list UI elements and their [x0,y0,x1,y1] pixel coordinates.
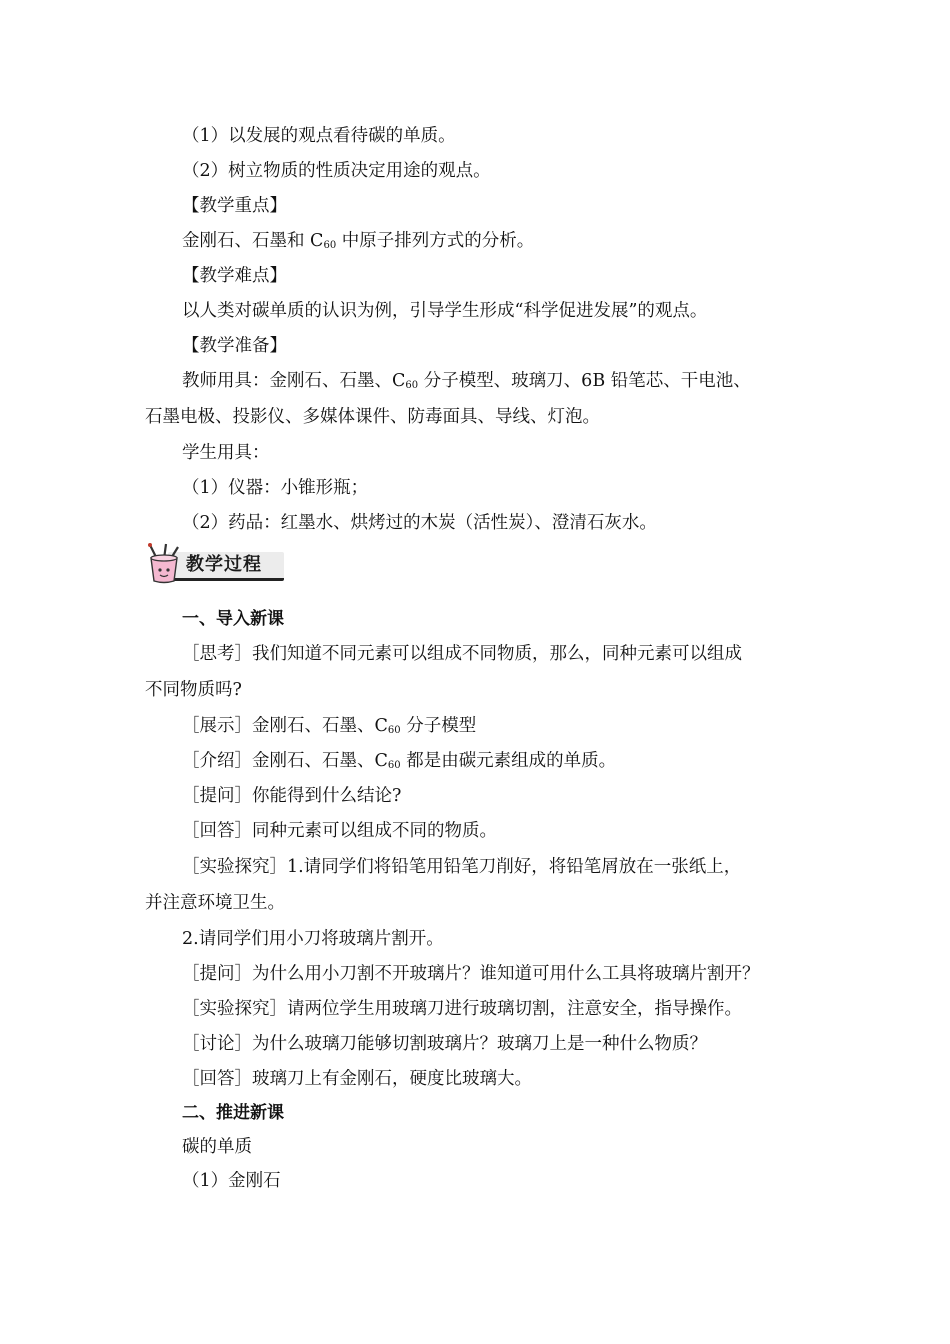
preparation-heading: 【教学准备】 [182,336,287,356]
section-title: 教学过程 [186,554,262,575]
teacher-tools-cont: 石墨电极、投影仪、多媒体课件、防毒面具、导线、灯泡。 [145,407,600,427]
teacher-tools: 教师用具：金刚石、石墨、$C_{60}$ 分子模型、玻璃刀、6B 铅笔芯、干电池、 [182,371,751,391]
show-line: ［展示］金刚石、石墨、$C_{60}$ 分子模型 [182,716,477,736]
objective-1: （1）以发展的观点看待碳的单质。 [182,126,456,146]
student-instruments: （1）仪器：小锥形瓶； [182,478,369,498]
part1-heading: 一、导入新课 [182,609,284,629]
ask-line-1: ［提问］你能得到什么结论? [182,786,402,806]
think-line-2: 不同物质吗? [145,680,242,700]
difficulties-heading: 【教学难点】 [182,266,287,286]
student-tools-label: 学生用具： [182,443,270,463]
experiment-line-2: 2.请同学们用小刀将玻璃片割开。 [182,929,444,949]
experiment-line-1: ［实验探究］1.请同学们将铅笔用铅笔刀削好，将铅笔屑放在一张纸上， [182,857,742,877]
diamond-line: （1）金刚石 [182,1171,281,1191]
part2-heading: 二、推进新课 [182,1103,284,1123]
carbon-single-line: 碳的单质 [182,1137,252,1157]
key-points-heading: 【教学重点】 [182,196,287,216]
section-banner [142,543,288,585]
think-line-1: ［思考］我们知道不同元素可以组成不同物质，那么，同种元素可以组成 [182,644,742,664]
intro-line: ［介绍］金刚石、石墨、$C_{60}$ 都是由碳元素组成的单质。 [182,751,617,771]
discuss-line: ［讨论］为什么玻璃刀能够切割玻璃片？玻璃刀上是一种什么物质？ [182,1034,707,1054]
student-reagents: （2）药品：红墨水、烘烤过的木炭（活性炭）、澄清石灰水。 [182,513,657,533]
key-points-text: 金刚石、石墨和 $C_{60}$ 中原子排列方式的分析。 [182,231,535,251]
ask-line-2: ［提问］为什么用小刀割不开玻璃片？谁知道可用什么工具将玻璃片割开？ [182,964,760,984]
answer-line-1: ［回答］同种元素可以组成不同的物质。 [182,821,497,841]
experiment-line-1-cont: 并注意环境卫生。 [145,893,285,913]
objective-2: （2）树立物质的性质决定用途的观点。 [182,161,491,181]
answer-line-2: ［回答］玻璃刀上有金刚石，硬度比玻璃大。 [182,1069,532,1089]
difficulties-text: 以人类对碳单质的认识为例，引导学生形成“科学促进发展”的观点。 [182,301,708,321]
experiment-line-3: ［实验探究］请两位学生用玻璃刀进行玻璃切割，注意安全，指导操作。 [182,999,742,1019]
pencil-cup-icon [142,543,192,585]
